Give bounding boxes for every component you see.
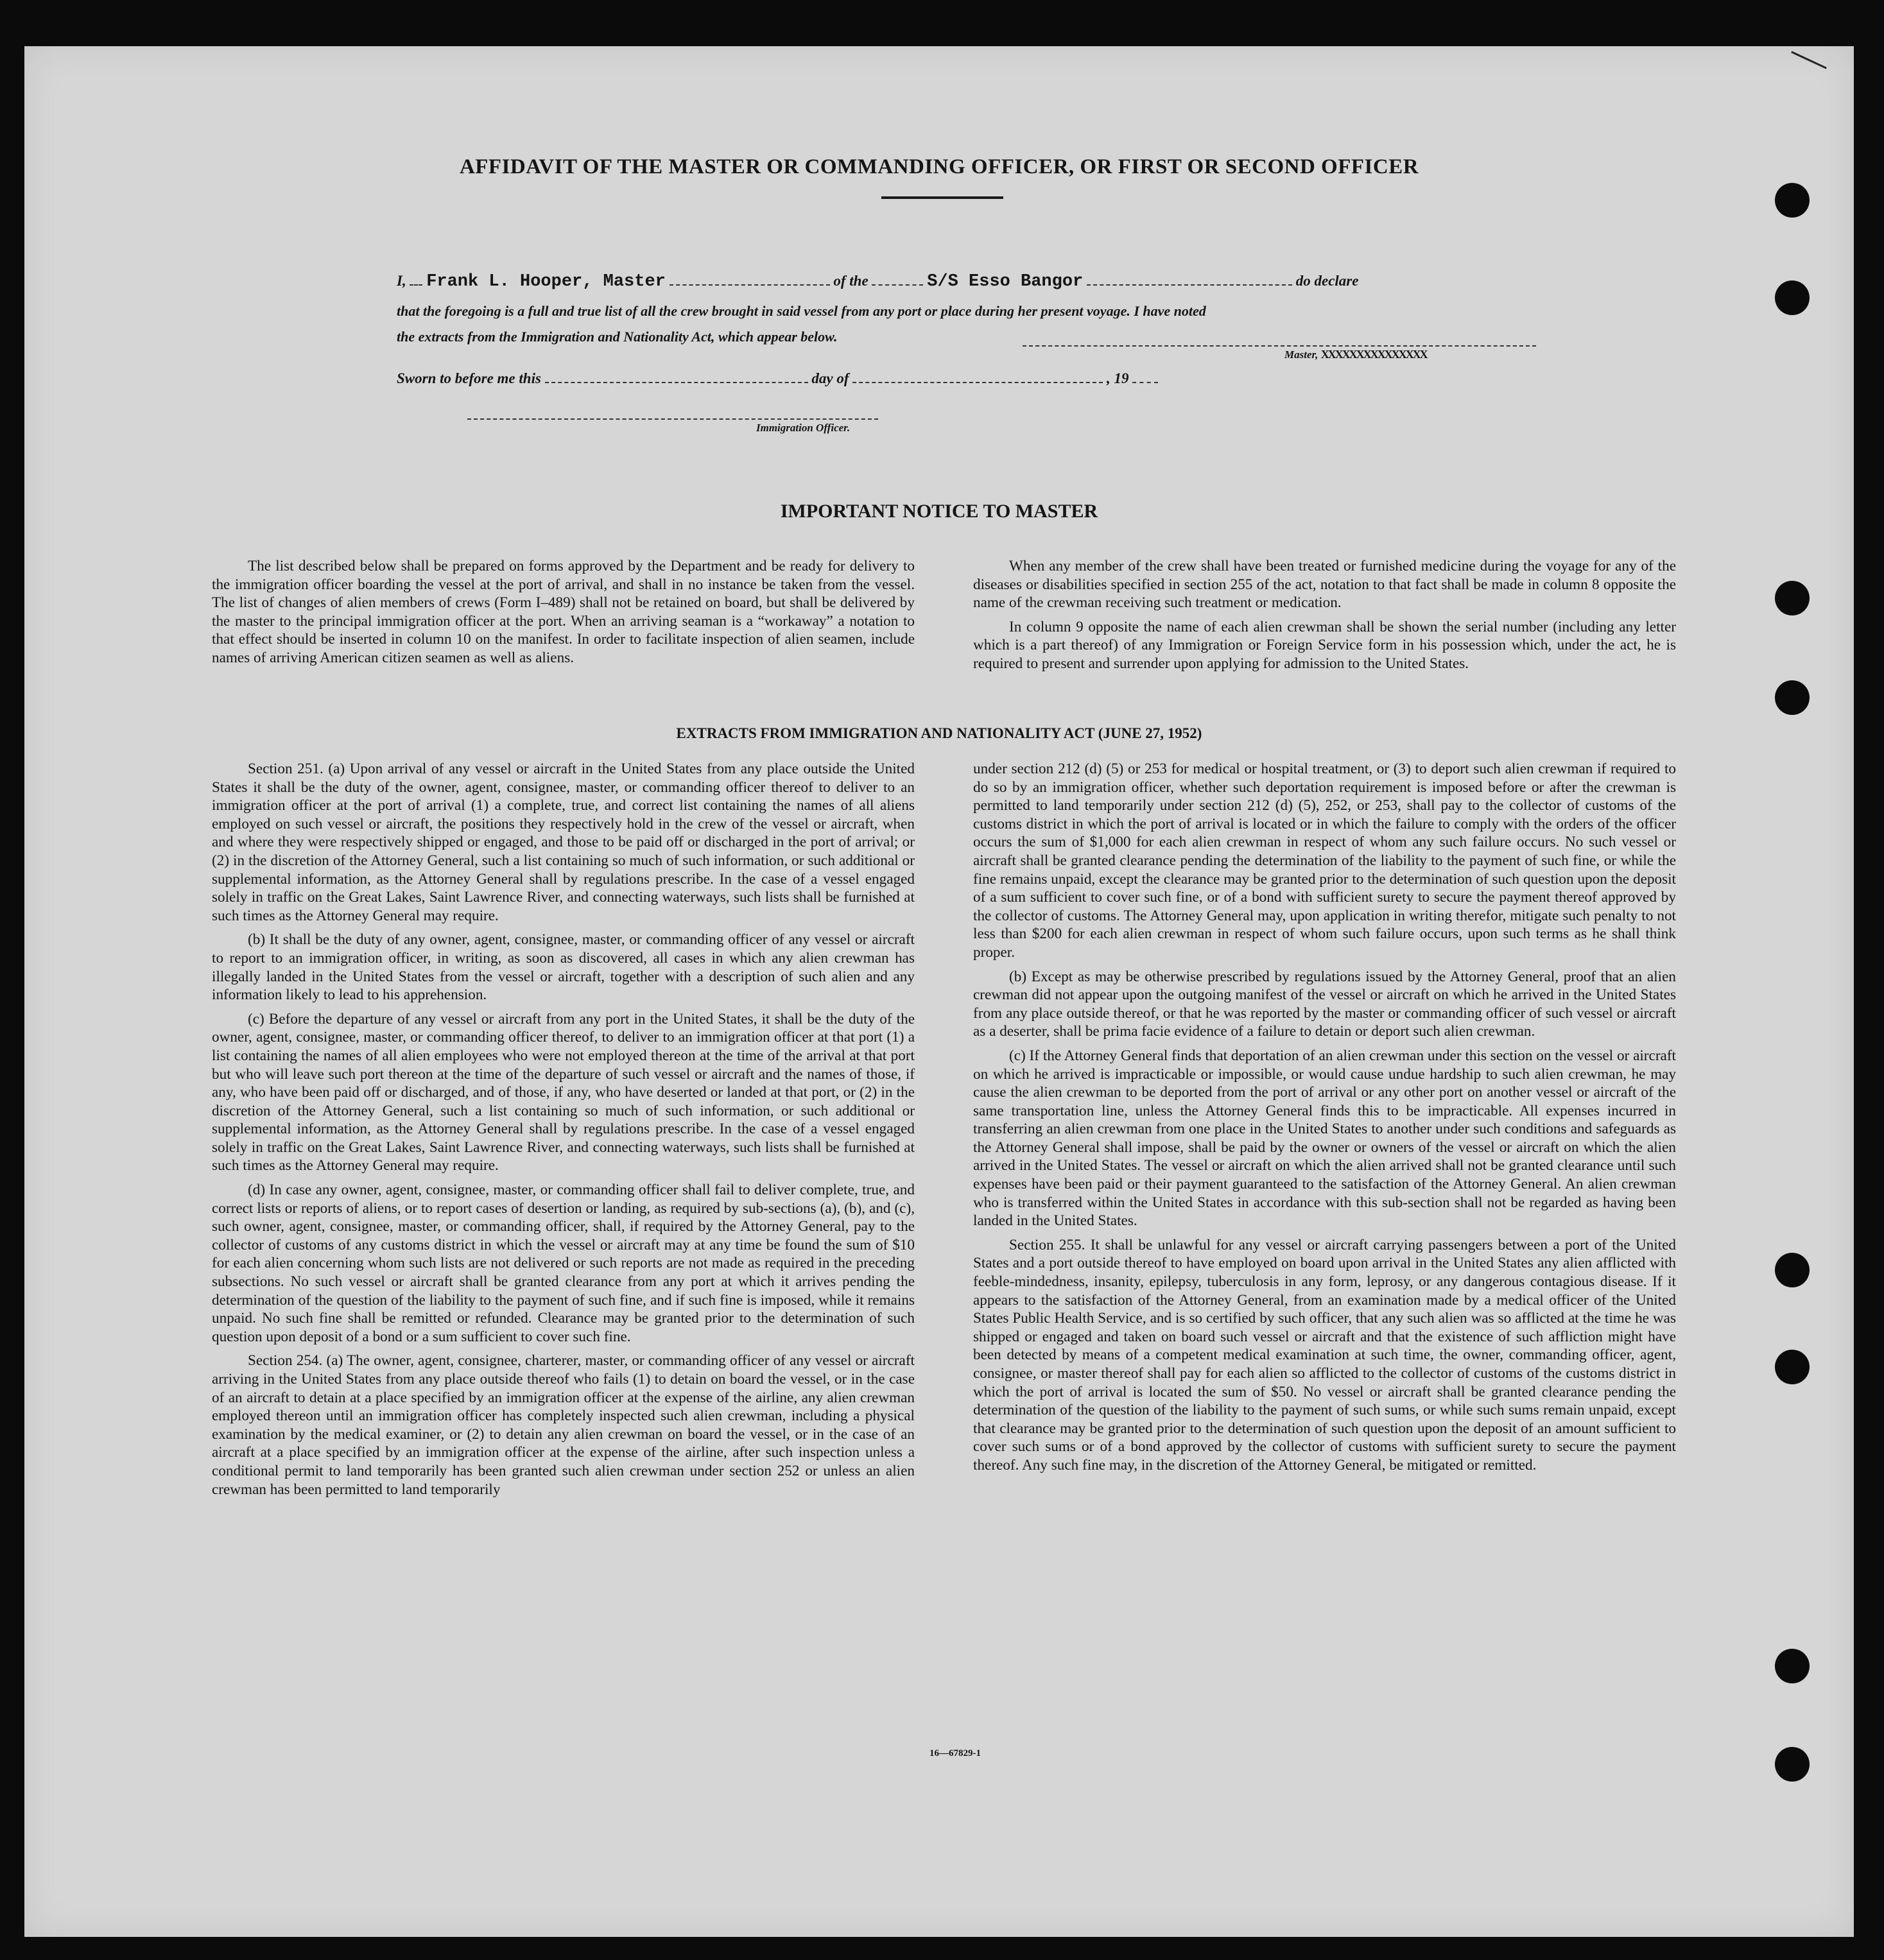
dotted-leader — [1087, 283, 1292, 286]
notice-paragraph: In column 9 opposite the name of each alien crewman shall be shown the serial number (including any letter which is a part thereof) of any Immigration or Foreign Service form in his possession which, under the act, he is required to present and surrender upon applying for admission to the United States. — [973, 618, 1676, 672]
dotted-leader — [1132, 381, 1158, 383]
punch-hole — [1775, 1253, 1810, 1287]
declaration-statement-line-1: that the foregoing is a full and true list of all the crew brought in said vessel from any port or place during her present voyage. I have noted — [397, 303, 1206, 319]
of-the-label: of the — [833, 273, 869, 289]
struck-out-title: XXXXXXXXXXXXXXX — [1320, 348, 1427, 361]
section-251-c: (c) Before the departure of any vessel or aircraft from any port in the United States, it shall be the duty of the owner, agent, consignee, master, or commanding officer thereof, to deliver to an immigration officer at that port (1) a list containing the names of all alien employees who were not employed thereon at the time of the arrival at that port but who will leave such port thereon at the time of the departure of such vessel or aircraft and the names of those, if any, who have been paid off or discharged, and of those, if any, who have deserted or landed at that port, or (2) in the discretion of the Attorney General, such a list containing so much of such information, or such additional or supplemental information, as the Attorney General shall by regulations prescribe. In the case of a vessel engaged solely in traffic on the Great Lakes, Saint Lawrence River, and connecting waterways, such lists shall be furnished at such times as the Attorney General may require. — [212, 1010, 915, 1174]
affidavit-title: AFFIDAVIT OF THE MASTER OR COMMANDING OFFICER, OR FIRST OR SECOND OFFICER — [459, 155, 1419, 178]
title-rule — [881, 196, 1003, 199]
dotted-leader — [852, 381, 1103, 383]
notice-right-column — [973, 557, 1676, 679]
dotted-leader — [670, 283, 830, 286]
notice-paragraph: The list described below shall be prepared on forms approved by the Department and be ready for delivery to the immigration officer boarding the vessel at the port of arrival, and shall in no instance be taken from the vessel. The list of changes of alien members of crews (Form I–489) shall not be retained on board, but shall be delivered by the master to the principal immigration officer at the port. When an arriving seaman is a “workaway” a notation to that effect should be inserted in column 10 on the manifest. In order to facilitate inspection of alien seamen, include names of arriving American citizen seamen as well as aliens. — [212, 558, 915, 666]
form-number: 16—67829-1 — [929, 1748, 981, 1758]
day-of-label: day of — [811, 370, 849, 386]
declaration-line — [397, 272, 1358, 291]
do-declare-label: do declare — [1295, 273, 1359, 289]
immigration-officer-caption: Immigration Officer. — [756, 422, 851, 434]
immigration-officer-signature-line — [467, 417, 878, 420]
master-name-field: Frank L. Hooper, Master — [426, 272, 666, 291]
master-signature-line — [1023, 344, 1536, 347]
notice-paragraph: When any member of the crew shall have been treated or furnished medicine during the voyage for any of the diseases or disabilities specified in section 255 of the act, notation to that fact shall be made in column 8 opposite the name of the crewman receiving such treatment or medication. — [973, 558, 1676, 612]
notice-title: IMPORTANT NOTICE TO MASTER — [780, 501, 1098, 522]
section-254-b: (b) Except as may be otherwise prescribed by regulations issued by the Attorney General, proof that an alien crewman did not appear upon the outgoing manifest of the vessel or aircraft on which he arrived in the United States from any place outside thereof, or that he was reported by the master or commanding officer of such vessel or aircraft as a deserter, shall be prima facie evidence of a failure to detain or deport such alien crewman. — [973, 968, 1676, 1040]
section-255: Section 255. It shall be unlawful for any vessel or aircraft carrying passengers between a port of the United States and a port outside thereof to have employed on board upon arrival in the United States any alien afflicted with feeble-mindedness, insanity, epilepsy, tuberculosis in any form, leprosy, or any dangerous contagious disease. If it appears to the satisfaction of the Attorney General, from an examination made by a medical officer of the United States Public Health Service, and is so certified by such officer, that any such alien was so afflicted at the time he was shipped or engaged and taken on board such vessel or aircraft and that the existence of such affliction might have been detected by means of a competent medical examination at such time, the owner, commanding officer, agent, consignee, or master thereof shall pay for each alien so afflicted to the collector of customs of the customs district in which the port of arrival is located the sum of $50. No vessel or aircraft shall be granted clearance pending the determination of the question of the liability to the payment of such sums, or while such sums remain unpaid, except that clearance may be granted prior to the determination of such question upon the deposit of an amount sufficient to cover such sums or of a bond approved by the collector of customs with sufficient surety to secure the payment thereof. Any such fine may, in the discretion of the Attorney General, be mitigated or remitted. — [973, 1236, 1676, 1474]
punch-hole — [1775, 680, 1810, 715]
extracts-title: EXTRACTS FROM IMMIGRATION AND NATIONALITY ACT (JUNE 27, 1952) — [676, 725, 1202, 741]
document-page — [24, 46, 1854, 1937]
section-251-d: (d) In case any owner, agent, consignee, master, or commanding officer shall fail to deliver complete, true, and correct lists or reports of aliens, or to report cases of desertion or landing, as required by sub-sections (a), (b), and (c), such owner, agent, consignee, master, or commanding officer, shall, if required by the Attorney General, pay to the collector of customs of any customs district in which the vessel or aircraft may at any time be found the sum of $10 for each alien concerning whom such lists are not delivered or such reports are not made as required in the preceding subsections. No such vessel or aircraft shall be granted clearance from any port at which it arrives pending the determination of the question of the liability to the payment of such fine, and if such fine is imposed, while it remains unpaid. No such fine shall be remitted or refunded. Clearance may be granted prior to the determination of such question upon deposit of a bond or a sum sufficient to cover such fine. — [212, 1182, 915, 1345]
punch-hole — [1775, 1350, 1810, 1384]
punch-hole — [1775, 280, 1810, 315]
sworn-line — [397, 370, 1158, 387]
extracts-right-column — [973, 760, 1676, 1481]
punch-hole — [1775, 1649, 1810, 1683]
year-label: , 19 — [1107, 370, 1129, 386]
dotted-leader — [545, 381, 808, 383]
declaration-statement-line-2: the extracts from the Immigration and Nationality Act, which appear below. — [397, 329, 838, 345]
section-251-b: (b) It shall be the duty of any owner, agent, consignee, master, or commanding officer of any vessel or aircraft to report to an immigration officer, in writing, as soon as discovered, all cases in which any alien crewman has illegally landed in the United States from the vessel or aircraft, together with a description of such alien and any information likely to lead to his apprehension. — [212, 931, 915, 1004]
extracts-left-column — [212, 760, 915, 1504]
punch-hole — [1775, 581, 1810, 615]
i-label: I, — [397, 273, 406, 289]
section-254-a: Section 254. (a) The owner, agent, consignee, charterer, master, or commanding officer of any vessel or aircraft arriving in the United States from any place outside thereof who fails (1) to detain on board the vessel, or in the case of an aircraft to detain at a place specified by an immigration officer at the expense of the airline, any alien crewman employed thereon until an immigration officer has completely inspected such alien crewman, including a physical examination by the medical examiner, or (2) to detain any alien crewman on board the vessel, or in the case of an aircraft at a place specified by an immigration officer at the expense of the airline, after such inspection unless a conditional permit to land temporarily has been granted such alien crewman under section 252 or unless an alien crewman has been permitted to land temporarily — [212, 1352, 915, 1498]
corner-staple-mark — [1791, 51, 1827, 69]
punch-hole — [1775, 183, 1810, 218]
dotted-leader — [872, 283, 923, 286]
dotted-leader — [410, 283, 422, 286]
section-251-a: Section 251. (a) Upon arrival of any vessel or aircraft in the United States from any place outside the United States it shall be the duty of the owner, agent, consignee, master, or commanding officer thereof to deliver to an immigration officer at the port of arrival (1) a complete, true, and correct list containing the names of all aliens employed on such vessel or aircraft, the positions they respectively hold in the crew of the vessel or aircraft, when and where they were respectively shipped or engaged, and those to be paid off or discharged in the port of arrival; or (2) in the discretion of the Attorney General, such a list containing so much of such information, or such additional or supplemental information, as the Attorney General shall by regulations prescribe. In the case of a vessel engaged solely in traffic on the Great Lakes, Saint Lawrence River, and connecting waterways, such lists shall be furnished at such times as the Attorney General may require. — [212, 761, 915, 924]
notice-left-column — [212, 557, 915, 673]
section-254-c: (c) If the Attorney General finds that deportation of an alien crewman under this section on the vessel or aircraft on which he arrived is impracticable or impossible, or would cause undue hardship to such alien crewman, he may cause the alien crewman to be deported from the port of arrival or any other port on another vessel or aircraft of the same transportation line, unless the Attorney General finds this to be impracticable. All expenses incurred in transferring an alien crewman from one place in the United States to another under such conditions and safeguards as the Attorney General shall impose, shall be paid by the owner or owners of the vessel or aircraft on which the alien arrived in the United States. The vessel or aircraft on which the alien arrived shall not be granted clearance until such expenses have been paid or their payment guaranteed to the satisfaction of the Attorney General. An alien crewman who is transferred within the United States in accordance with this sub-section shall not be regarded as having been landed in the United States. — [973, 1047, 1676, 1230]
sworn-label: Sworn to before me this — [397, 370, 541, 386]
vessel-name-field: S/S Esso Bangor — [927, 272, 1084, 291]
master-signature-caption: Master, XXXXXXXXXXXXXXX — [1284, 348, 1427, 361]
section-254-a-continued: under section 212 (d) (5) or 253 for medical or hospital treatment, or (3) to deport such alien crewman if required to do so by an immigration officer, whether such deportation requirement is imposed before or after the crewman is permitted to land temporarily under section 212 (d) (5), 252, or 253, shall pay to the collector of customs of the customs district in which the port of arrival is located or in which the failure to comply with the orders of the officer occurs the sum of $1,000 for each alien crewman in respect of whom any such failure occurs. No such vessel or aircraft shall be granted clearance pending the determination of the liability to the payment of such fine, or while the fine remains unpaid, except the clearance may be granted prior to the determination of such question upon the deposit of a sum sufficient to cover such fine, or of a bond with sufficient surety to secure the payment thereof approved by the collector of customs. The Attorney General may, upon application in writing therefor, mitigate such penalty to not less than $200 for each alien crewman in respect of whom such failure occurs, upon such terms as he shall think proper. — [973, 761, 1676, 961]
